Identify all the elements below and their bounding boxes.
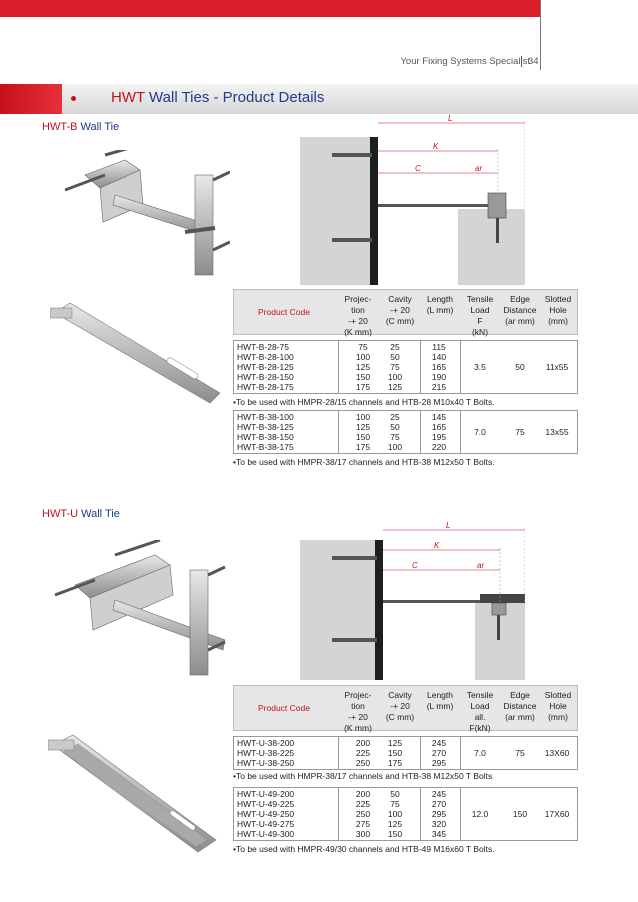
table-row: HWT-U-38-200 200 125 245 xyxy=(237,738,447,748)
slot-value: 11x55 xyxy=(545,362,569,372)
table-u-note-49: •To be used with HMPR-49/30 channels and HTB-49 M16x60 T Bolts. xyxy=(233,844,495,854)
table-b-group-28 xyxy=(233,340,578,394)
slot-value: 13x55 xyxy=(545,427,569,437)
edge-value: 75 xyxy=(515,748,525,758)
table-row: HWT-U-49-250 250 100 295 xyxy=(237,809,447,819)
table-u-header xyxy=(233,685,578,731)
header-tagline: Your Fixing Systems Specialist xyxy=(400,56,530,67)
tensile-value: 7.0 xyxy=(474,427,486,437)
table-row: HWT-U-49-275 275 125 320 xyxy=(237,819,447,829)
hwt-u-flat-tie-illustration xyxy=(48,730,218,855)
t-bolt xyxy=(488,193,506,218)
th-slotted: Slotted Hole (mm) xyxy=(544,690,572,722)
t-bolt xyxy=(492,603,506,615)
table-row: HWT-B-38-175 175 100 220 xyxy=(237,442,447,452)
th-length: Length (L mm) xyxy=(426,690,454,711)
table-row: HWT-B-38-100 100 25 145 xyxy=(237,412,447,422)
page-title xyxy=(111,89,324,106)
tie-bar xyxy=(378,204,498,207)
table-row: HWT-B-28-75 75 25 115 xyxy=(237,342,446,352)
table-row: HWT-B-28-125 125 75 165 xyxy=(237,362,447,372)
table-row: HWT-B-38-125 125 50 165 xyxy=(237,422,447,432)
tensile-value: 12.0 xyxy=(471,809,489,819)
hwt-u-product-illustration xyxy=(45,540,235,680)
th-product-code: Product Code xyxy=(258,307,310,317)
title-brand: HWT xyxy=(111,89,145,106)
label-ar: ar xyxy=(477,561,485,570)
page-number: 34 xyxy=(521,56,539,67)
table-row: HWT-U-38-250 250 175 295 xyxy=(237,758,447,768)
table-u-group-38 xyxy=(233,736,578,770)
section-b-brand: HWT-B xyxy=(42,121,78,133)
edge-value: 50 xyxy=(515,362,525,372)
hwt-b-technical-diagram xyxy=(300,113,525,288)
th-projection: Projec- tion -+ 20 (K mm) xyxy=(344,294,372,337)
header-divider xyxy=(540,0,541,70)
title-band xyxy=(0,84,638,114)
table-row: HWT-B-28-150 150 100 190 xyxy=(237,372,447,382)
hwt-b-flat-tie-illustration xyxy=(50,298,225,408)
channel-rail xyxy=(375,540,383,680)
table-row: HWT-B-28-175 175 125 215 xyxy=(237,382,447,392)
header-white-tab xyxy=(540,0,638,17)
slot-value: 13X60 xyxy=(544,748,570,758)
label-L: L xyxy=(448,114,453,123)
edge-value: 150 xyxy=(512,809,528,819)
table-row: HWT-U-38-225 225 150 270 xyxy=(237,748,447,758)
th-edge: Edge Distance (ar mm) xyxy=(503,294,537,326)
tensile-value: 3.5 xyxy=(474,362,486,372)
th-slotted: Slotted Hole (mm) xyxy=(544,294,572,326)
label-C: C xyxy=(412,561,418,570)
channel-rail xyxy=(370,137,378,285)
title-bullet-icon xyxy=(71,96,76,101)
table-row: HWT-U-49-225 225 75 270 xyxy=(237,799,447,809)
section-u-label xyxy=(42,508,120,520)
label-L: L xyxy=(446,521,451,530)
slot-value: 17X60 xyxy=(544,809,570,819)
section-u-rest: Wall Tie xyxy=(78,508,120,520)
table-b-note-38: •To be used with HMPR-38/17 channels and HTB-38 M12x50 T Bolts. xyxy=(233,457,495,467)
wall-block xyxy=(300,540,375,680)
label-ar: ar xyxy=(475,164,483,173)
section-b-rest: Wall Tie xyxy=(77,121,120,133)
hwt-u-technical-diagram xyxy=(300,518,525,683)
table-row: HWT-B-38-150 150 75 195 xyxy=(237,432,447,442)
table-row: HWT-U-49-300 300 150 345 xyxy=(237,829,447,839)
hwt-b-product-illustration xyxy=(45,150,230,280)
th-cavity: Cavity -+ 20 (C mm) xyxy=(385,294,415,326)
table-u-note-38: •To be used with HMPR-38/17 channels and HTB-38 M12x50 T Bolts xyxy=(233,771,493,781)
table-b-header xyxy=(233,289,578,335)
th-cavity: Cavity -+ 20 (C mm) xyxy=(385,690,415,722)
section-u-brand: HWT-U xyxy=(42,508,79,520)
wall-block xyxy=(300,137,370,285)
th-edge: Edge Distance (ar mm) xyxy=(503,690,537,722)
th-length: Length (L mm) xyxy=(426,294,454,315)
label-K: K xyxy=(434,541,440,550)
th-projection: Projec- tion -+ 20 (K mm) xyxy=(344,690,372,733)
frame-block xyxy=(458,209,525,285)
table-u-group-49 xyxy=(233,787,578,841)
table-row: HWT-B-28-100 100 50 140 xyxy=(237,352,447,362)
table-row: HWT-U-49-200 200 50 245 xyxy=(237,789,447,799)
label-C: C xyxy=(415,164,421,173)
section-b-label xyxy=(42,121,119,133)
header-red-bar xyxy=(0,0,540,17)
label-K: K xyxy=(433,142,439,151)
th-tensile: Tensile Load F (kN) xyxy=(466,294,494,337)
th-tensile: Tensile Load all. F(kN) xyxy=(466,690,494,733)
table-b-group-38 xyxy=(233,410,578,454)
title-rest: Wall Ties - Product Details xyxy=(144,89,325,106)
tensile-value: 7.0 xyxy=(474,748,486,758)
edge-value: 75 xyxy=(515,427,525,437)
table-b-note-28: •To be used with HMPR-28/15 channels and HTB-28 M10x40 T Bolts. xyxy=(233,397,495,407)
title-red-block xyxy=(0,84,62,114)
th-product-code: Product Code xyxy=(258,703,310,713)
